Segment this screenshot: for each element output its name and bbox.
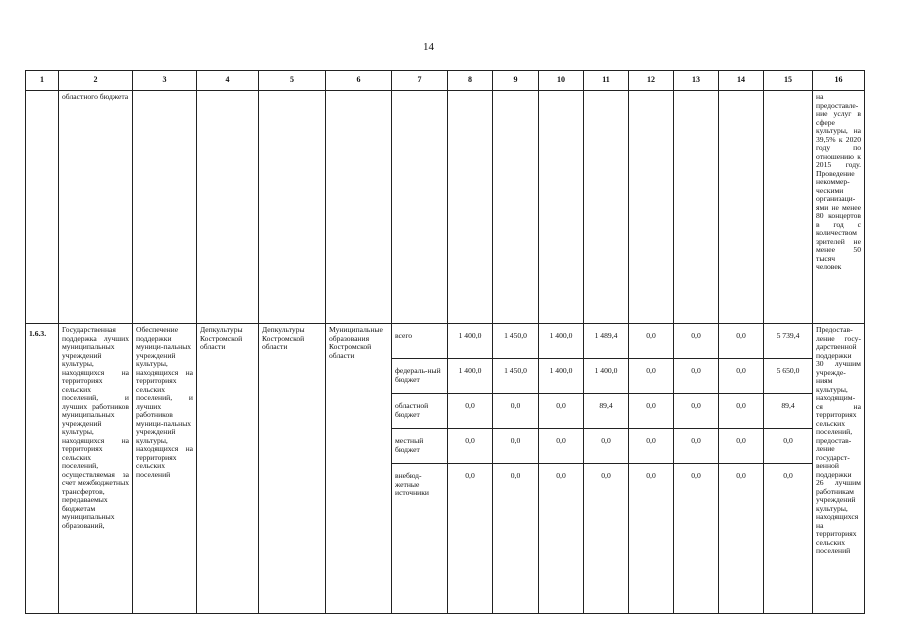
source-label: местный бюджет <box>392 429 448 464</box>
value-cell: 0,0 <box>719 429 764 464</box>
header-cell: 2 <box>59 71 133 91</box>
item-number: 1.6.3. <box>26 324 59 614</box>
value-cell: 0,0 <box>448 464 493 614</box>
source-label: внебюд-жетные источники <box>392 464 448 614</box>
item-coexecutor: Депкультуры Костромской области <box>259 324 326 614</box>
header-cell: 5 <box>259 71 326 91</box>
value-cell: 1 400,0 <box>539 359 584 394</box>
source-label: областной бюджет <box>392 394 448 429</box>
header-cell: 13 <box>674 71 719 91</box>
source-row-total <box>26 324 865 359</box>
header-cell: 11 <box>584 71 629 91</box>
header-cell: 10 <box>539 71 584 91</box>
value-cell: 1 400,0 <box>584 359 629 394</box>
header-cell: 14 <box>719 71 764 91</box>
value-cell: 5 650,0 <box>764 359 813 394</box>
header-row <box>26 71 865 91</box>
value-cell: 0,0 <box>539 429 584 464</box>
value-cell: 0,0 <box>764 429 813 464</box>
header-cell: 12 <box>629 71 674 91</box>
value-cell: 0,0 <box>719 324 764 359</box>
value-cell: 1 450,0 <box>493 324 539 359</box>
header-cell: 3 <box>133 71 197 91</box>
value-cell: 0,0 <box>719 359 764 394</box>
value-cell: 0,0 <box>584 429 629 464</box>
value-cell: 0,0 <box>493 429 539 464</box>
value-cell: 5 739,4 <box>764 324 813 359</box>
value-cell: 89,4 <box>764 394 813 429</box>
item-participants: Муниципальные образования Костромской области <box>326 324 392 614</box>
item-executor: Депкультуры Костромской области <box>197 324 259 614</box>
program-table <box>25 70 865 614</box>
value-cell: 1 489,4 <box>584 324 629 359</box>
continuation-result: на предоставле-ние услуг в сфере культуры, на 39,5% к 2020 году по отношению к 2015 году. Проведение некоммер-ческими организаци-ями не менее 80 концертов в год с количеством зрителей не менее 50 тысяч человек <box>813 91 865 324</box>
value-cell: 89,4 <box>584 394 629 429</box>
header-cell: 4 <box>197 71 259 91</box>
header-cell: 6 <box>326 71 392 91</box>
source-label: всего <box>392 324 448 359</box>
value-cell: 0,0 <box>493 394 539 429</box>
value-cell: 0,0 <box>674 359 719 394</box>
value-cell: 0,0 <box>584 464 629 614</box>
value-cell: 0,0 <box>539 394 584 429</box>
value-cell: 0,0 <box>674 394 719 429</box>
value-cell: 0,0 <box>539 464 584 614</box>
value-cell: 0,0 <box>629 324 674 359</box>
value-cell: 0,0 <box>629 464 674 614</box>
value-cell: 0,0 <box>629 429 674 464</box>
value-cell: 1 400,0 <box>539 324 584 359</box>
value-cell: 1 400,0 <box>448 359 493 394</box>
header-cell: 1 <box>26 71 59 91</box>
page-number: 14 <box>423 41 434 53</box>
header-cell: 8 <box>448 71 493 91</box>
header-cell: 7 <box>392 71 448 91</box>
value-cell: 0,0 <box>719 464 764 614</box>
item-result: Предостав-ление госу-дарственной поддержки 30 лучшим учрежде-ниям культуры, находящим-ся на территориях сельских поселений, предостав-ление государст-венной поддержки 26 лучшим работникам учреждений культуры, находящихся на территориях сельских поселений <box>813 324 865 614</box>
value-cell: 0,0 <box>764 464 813 614</box>
header-cell: 15 <box>764 71 813 91</box>
continuation-row <box>26 91 865 324</box>
value-cell: 0,0 <box>448 394 493 429</box>
header-cell: 9 <box>493 71 539 91</box>
value-cell: 0,0 <box>493 464 539 614</box>
source-label: федераль-ный бюджет <box>392 359 448 394</box>
header-cell: 16 <box>813 71 865 91</box>
value-cell: 0,0 <box>674 324 719 359</box>
value-cell: 1 450,0 <box>493 359 539 394</box>
value-cell: 0,0 <box>629 394 674 429</box>
value-cell: 0,0 <box>629 359 674 394</box>
value-cell: 1 400,0 <box>448 324 493 359</box>
value-cell: 0,0 <box>674 464 719 614</box>
value-cell: 0,0 <box>719 394 764 429</box>
continuation-name: областного бюджета <box>59 91 133 324</box>
item-name: Государственная поддержка лучших муниципальных учреждений культуры, находящихся на территориях сельских поселений, и лучших работников муниципальных учреждений культуры, находящихся на территориях сельских поселений, осуществляемая за счет межбюджетных трансфертов, передаваемых бюджетам муниципальных образований, <box>59 324 133 614</box>
value-cell: 0,0 <box>448 429 493 464</box>
value-cell: 0,0 <box>674 429 719 464</box>
item-purpose: Обеспечение поддержки муници-пальных учреждений культуры, находящихся на территориях сельских поселений, и лучших работников муници-пальных учреждений культуры, находящихся на территориях сельских поселений <box>133 324 197 614</box>
